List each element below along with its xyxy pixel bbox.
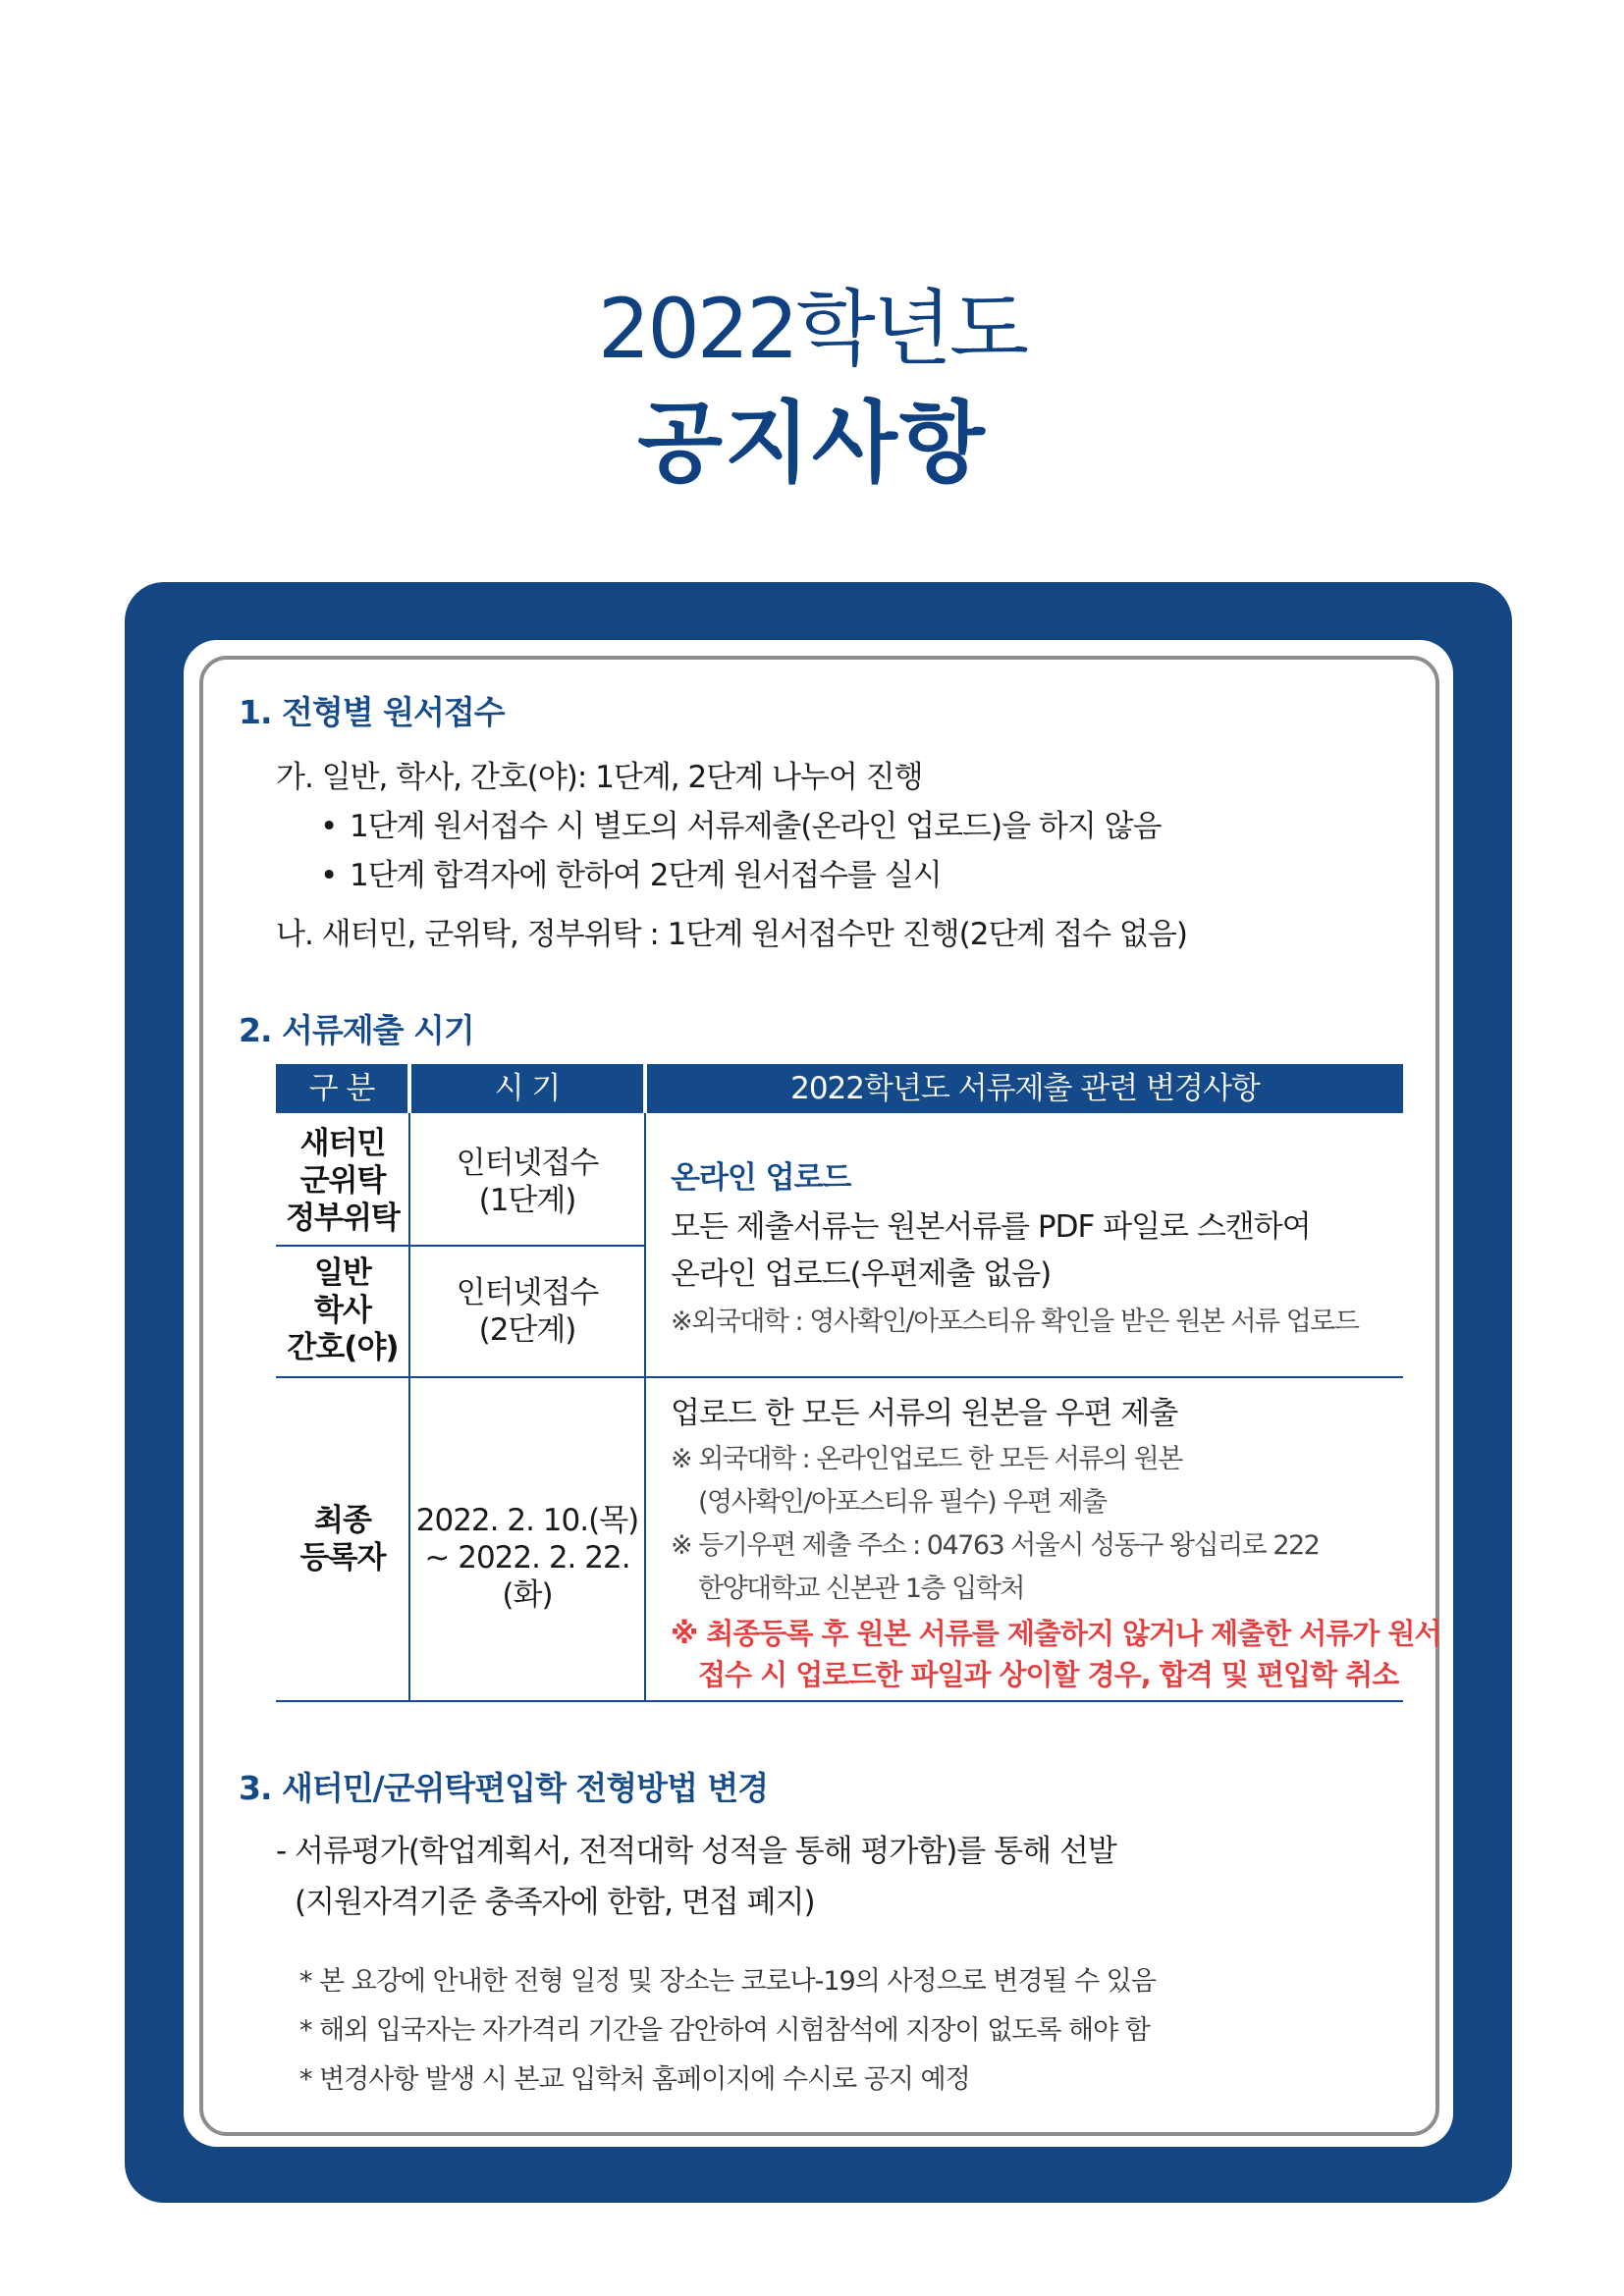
table-header-category: 구 분: [276, 1064, 407, 1113]
mailing-address-note: ※ 등기우편 제출 주소 : 04763 서울시 성동구 왕십리로 222: [671, 1530, 1320, 1561]
table-header-period: 시 기: [411, 1064, 643, 1113]
bullet-text: 1단계 합격자에 한하여 2단계 원서접수를 실시: [350, 858, 942, 893]
bullet-text: 1단계 원서접수 시 별도의 서류제출(온라인 업로드)을 하지 않음: [350, 809, 1162, 844]
section3-line: (지원자격기준 충족자에 한함, 면접 폐지): [295, 1885, 815, 1920]
section1-item-b: 나. 새터민, 군위탁, 정부위탁 : 1단계 원서접수만 진행(2단계 접수 없음): [276, 917, 1187, 952]
table-row-category: 새터민 군위탁 정부위탁: [286, 1126, 400, 1236]
final-upload-line: 업로드 한 모든 서류의 원본을 우편 제출: [671, 1396, 1178, 1431]
table-row-period: 2022. 2. 10.(목) ~ 2022. 2. 22.(화): [415, 1503, 639, 1613]
cancellation-warning: ※ 최종등록 후 원본 서류를 제출하지 않거나 제출한 서류가 원서: [671, 1617, 1441, 1650]
mailing-address-note: 한양대학교 신본관 1층 입학처: [698, 1574, 1024, 1604]
online-upload-line: 모든 제출서류는 원본서류를 PDF 파일로 스캔하여: [671, 1209, 1311, 1245]
table-row-divider: [276, 1376, 1403, 1378]
submission-table: [276, 1064, 1441, 1702]
footnote: * 해외 입국자는 자가격리 기간을 감안하여 시험참석에 지장이 없도록 해야 함: [299, 2015, 1150, 2046]
final-upload-note: (영사확인/아포스티유 필수) 우편 제출: [698, 1487, 1107, 1518]
section1-bullet-1: [320, 801, 1162, 845]
section1-item-a: 가. 일반, 학사, 간호(야): 1단계, 2단계 나누어 진행: [276, 760, 923, 795]
table-header-changes: 2022학년도 서류제출 관련 변경사항: [647, 1064, 1403, 1113]
page-title: 공지사항: [637, 392, 987, 495]
table-row-category: 일반 학사 간호(야): [287, 1255, 399, 1365]
online-upload-note: ※외국대학 : 영사확인/아포스티유 확인을 받은 원본 서류 업로드: [671, 1307, 1359, 1337]
table-row-period: 인터넷접수 (2단계): [456, 1275, 599, 1348]
table-row-divider: [276, 1245, 645, 1247]
table-row-category: 최종 등록자: [299, 1503, 386, 1575]
section1-title: 1. 전형별 원서접수: [239, 693, 505, 731]
section1-bullet-2: [320, 850, 942, 894]
online-upload-heading: 온라인 업로드: [671, 1160, 851, 1196]
table-row-period: 인터넷접수 (1단계): [456, 1146, 599, 1218]
section3-title: 3. 새터민/군위탁편입학 전형방법 변경: [239, 1769, 769, 1807]
footnote: * 본 요강에 안내한 전형 일정 및 장소는 코로나-19의 사정으로 변경될 수 있음: [299, 1966, 1156, 1997]
bullet-icon: •: [320, 858, 338, 893]
bullet-icon: •: [320, 809, 338, 844]
section2-title: 2. 서류제출 시기: [239, 1011, 474, 1049]
section3-line: - 서류평가(학업계획서, 전적대학 성적을 통해 평가함)를 통해 선발: [276, 1834, 1116, 1869]
online-upload-line: 온라인 업로드(우편제출 없음): [671, 1256, 1052, 1292]
year-title: 2022학년도: [597, 281, 1027, 377]
final-upload-note: ※ 외국대학 : 온라인업로드 한 모든 서류의 원본: [671, 1444, 1182, 1474]
table-bottom-border: [276, 1700, 1403, 1702]
cancellation-warning: 접수 시 업로드한 파일과 상이할 경우, 합격 및 편입학 취소: [698, 1658, 1399, 1691]
footnote: * 변경사항 발생 시 본교 입학처 홈페이지에 수시로 공지 예정: [299, 2064, 970, 2095]
